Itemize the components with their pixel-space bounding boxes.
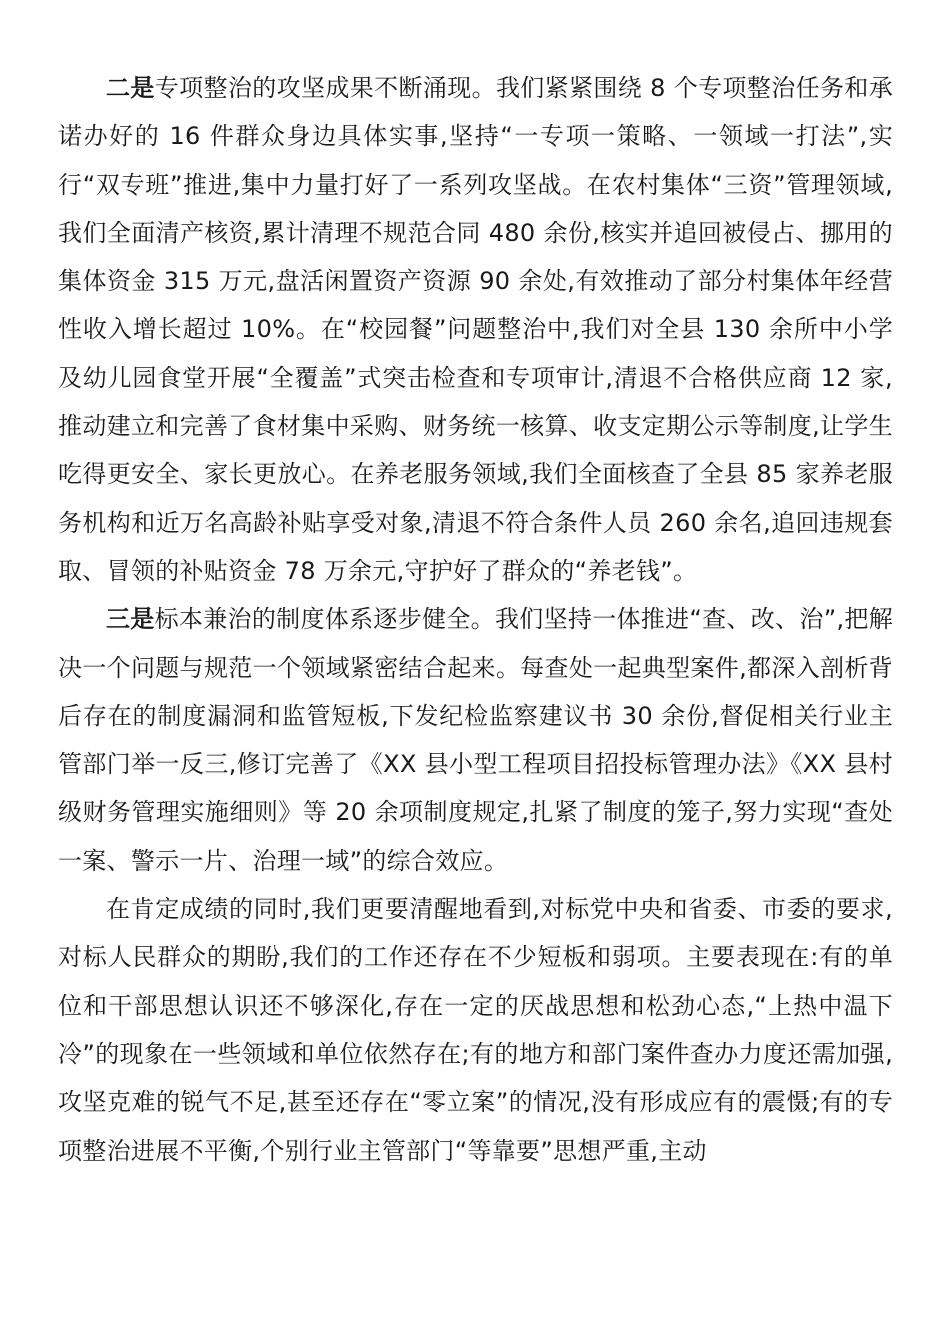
document-body <box>58 64 893 1175</box>
paragraph-lead: 二是 <box>106 74 155 102</box>
paragraph-achievement-three <box>58 595 893 885</box>
paragraph-lead: 三是 <box>106 605 155 634</box>
paragraph-text: 专项整治的攻坚成果不断涌现。我们紧紧围绕 8 个专项整治任务和承诺办好的 16 件群众身边具体实事,坚持“一专项一策略、一领域一打法”,实行“双专班”推进,集中力量打好了一系列攻坚战。在农村集体“三资”管理领域,我们全面清产核资,累计清理不规范合同 480 余份,核实并追回被侵占、挪用的集体资金 315 万元,盘活闲置资产资源 90 余处,有效推动了部分村集体年经营性收入增长超过 10%。在“校园餐”问题整治中,我们对全县 130 余所中小学及幼儿园食堂开展“全覆盖”式突击检查和专项审计,清退不合格供应商 12 家,推动建立和完善了食材集中采购、财务统一核算、收支定期公示等制度,让学生吃得更安全、家长更放心。在养老服务领域,我们全面核查了全县 85 家养老服务机构和近万名高龄补贴享受对象,清退不符合条件人员 260 余名,追回违规套取、冒领的补贴资金 78 万余元,守护好了群众的“养老钱”。 <box>58 74 893 585</box>
paragraph-text: 在肯定成绩的同时,我们更要清醒地看到,对标党中央和省委、市委的要求,对标人民群众的期盼,我们的工作还存在不少短板和弱项。主要表现在:有的单位和干部思想认识还不够深化,存在一定的厌战思想和松劲心态,“上热中温下冷”的现象在一些领域和单位依然存在;有的地方和部门案件查办力度还需加强,攻坚克难的锐气不足,甚至还存在“零立案”的情况,没有形成应有的震慑;有的专项整治进展不平衡,个别行业主管部门“等靠要”思想严重,主动 <box>58 895 893 1165</box>
paragraph-shortcomings <box>58 885 893 1175</box>
paragraph-text: 标本兼治的制度体系逐步健全。我们坚持一体推进“查、改、治”,把解决一个问题与规范一个领域紧密结合起来。每查处一起典型案件,都深入剖析背后存在的制度漏洞和监管短板,下发纪检监察建议书 30 余份,督促相关行业主管部门举一反三,修订完善了《XX 县小型工程项目招投标管理办法》《XX 县村级财务管理实施细则》等 20 余项制度规定,扎紧了制度的笼子,努力实现“查处一案、警示一片、治理一域”的综合效应。 <box>58 605 893 875</box>
paragraph-achievement-two <box>58 64 893 595</box>
